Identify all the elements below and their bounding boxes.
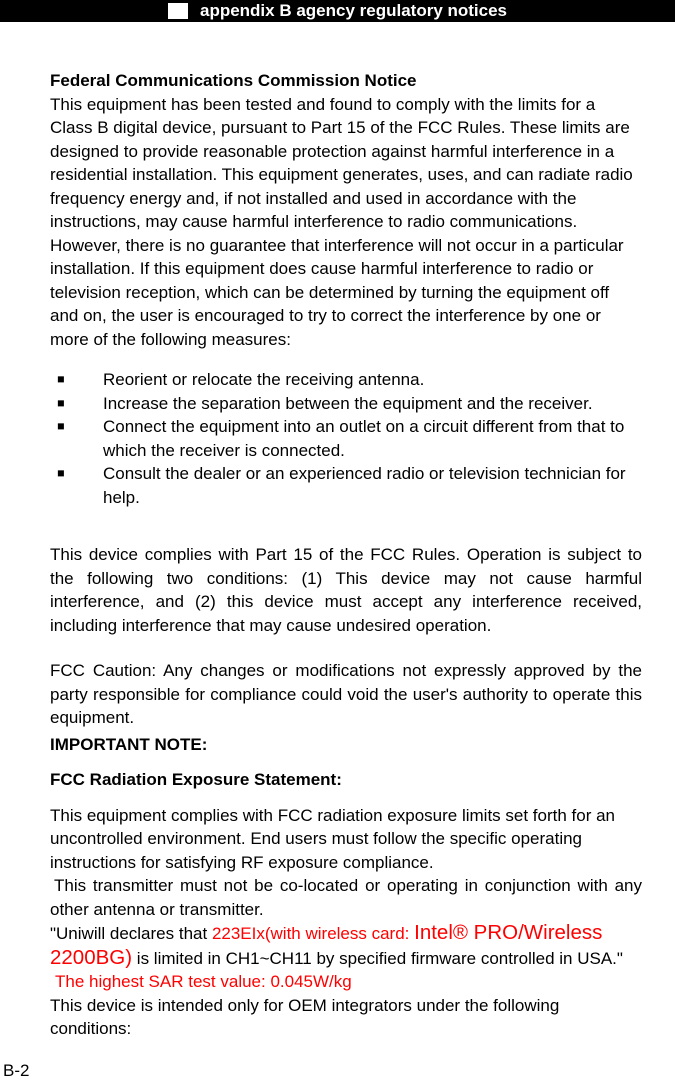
radiation-exposure-heading: FCC Radiation Exposure Statement: [50, 770, 342, 789]
measures-list [50, 368, 642, 509]
declaration-model-red: 223EIx(with wireless card: [211, 924, 415, 943]
square-bullet-icon: ■ [57, 466, 65, 480]
fcc-notice-body: This equipment has been tested and found to comply with the limits for a Class B digital device, pursuant to Part 15 of the FCC Rules. These limits are designed to provide reasonable protection against harmful interference in a residential installation. This equipment generates, uses, and can radiate radio frequency energy and, if not installed and used in accordance with the instructions, may cause harmful interference to radio communications. However, there is no guarantee that interference will not occur in a particular installation. If this equipment does cause harmful interference to radio or television reception, which can be determined by turning the equipment off and on, the user is encouraged to try to correct the interference by one or more of the following measures: [50, 94, 633, 349]
radiation-exposure-body: This equipment complies with FCC radiation exposure limits set forth for an uncontrolled environment. End users must follow the specific operating instructions for satisfying RF exposure compliance. [50, 805, 616, 872]
header-square-icon [168, 3, 188, 19]
declaration-suffix: is limited in CH1~CH11 by specified firmware controlled in USA." [132, 948, 623, 968]
page-content [50, 69, 642, 1041]
fcc-notice-heading: Federal Communications Commission Notice [50, 71, 417, 90]
uniwill-declaration [50, 921, 642, 970]
transmitter-note: This transmitter must not be co-located or operating in conjunction with any other antenna or transmitter. [50, 876, 642, 919]
list-item [50, 462, 642, 509]
list-item-text: Connect the equipment into an outlet on a circuit different from that to which the receiver is connected. [103, 417, 625, 460]
list-item-text: Increase the separation between the equipment and the receiver. [103, 393, 593, 413]
declaration-prefix: "Uniwill declares that [50, 924, 212, 943]
list-item-text: Consult the dealer or an experienced radio or television technician for help. [103, 464, 626, 507]
square-bullet-icon: ■ [57, 395, 65, 410]
square-bullet-icon: ■ [57, 419, 65, 433]
list-item-text: Reorient or relocate the receiving antenna. [103, 370, 425, 389]
oem-statement: This device is intended only for OEM integrators under the following conditions: [50, 995, 560, 1038]
part15-statement: This device complies with Part 15 of the FCC Rules. Operation is subject to the following two conditions: (1) This device may not cause harmful interference, and (2) this device must accept any interference received, including interference that may cause undesired operation. [50, 545, 642, 635]
list-item [50, 368, 642, 392]
square-bullet-icon: ■ [57, 372, 65, 386]
sar-test-value: The highest SAR test value: 0.045W/kg [55, 972, 352, 991]
list-item [50, 415, 642, 462]
declaration-wireless-card-red: Intel® PRO/Wireless 2200BG) [50, 921, 603, 969]
page-number: B-2 [3, 1060, 30, 1080]
fcc-caution: FCC Caution: Any changes or modifications not expressly approved by the party responsible for compliance could void the user's authority to operate this equipment. [50, 661, 642, 727]
important-note-heading: IMPORTANT NOTE: [50, 734, 208, 754]
list-item [50, 392, 642, 416]
page-header [0, 0, 675, 22]
header-title: appendix B agency regulatory notices [199, 1, 508, 20]
